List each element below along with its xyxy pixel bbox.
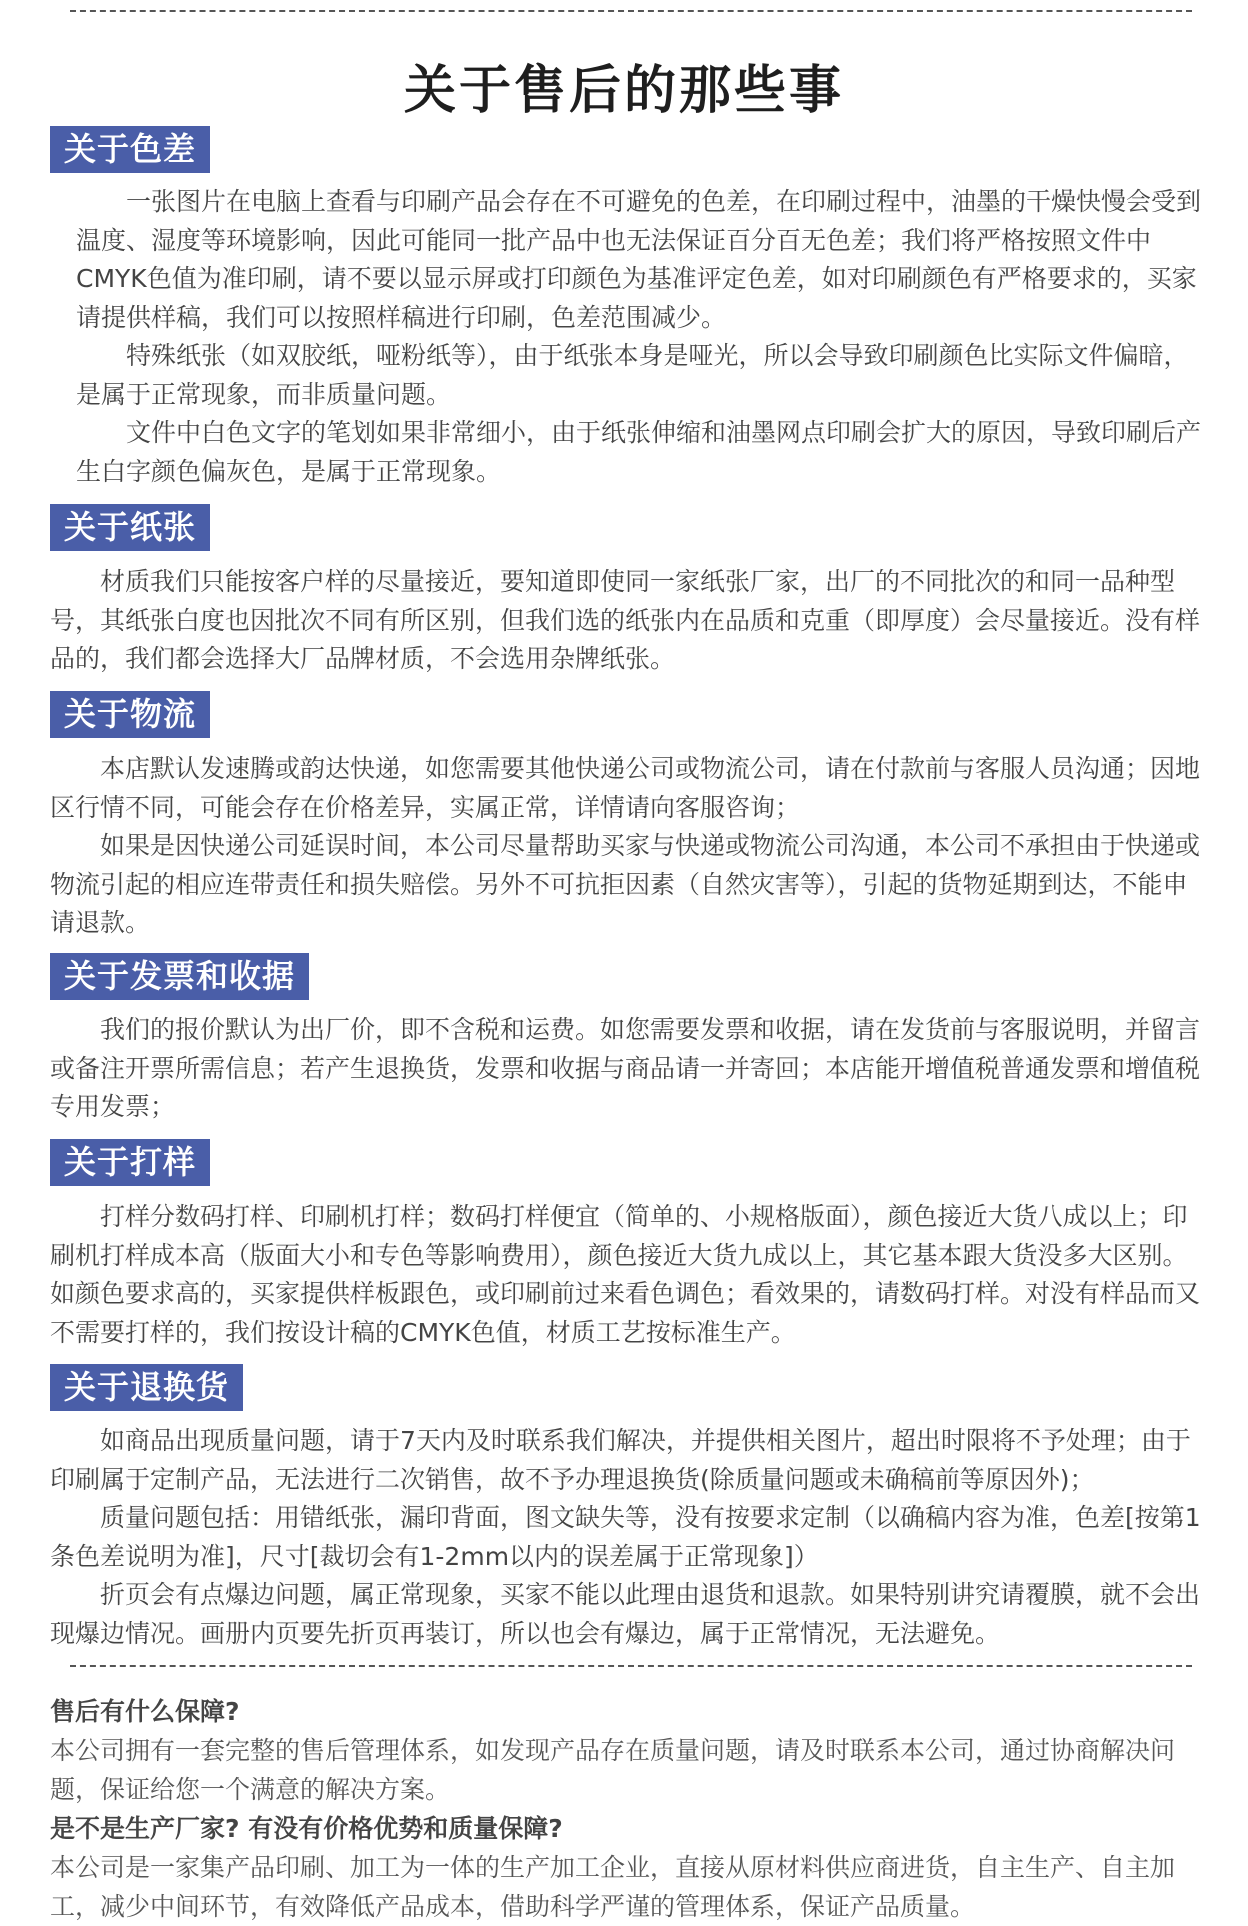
- section-heading-paper: 关于纸张: [50, 504, 210, 551]
- section-body-proofing: [50, 1198, 1212, 1352]
- section-heading-proofing: 关于打样: [50, 1139, 210, 1186]
- section-heading-returns: 关于退换货: [50, 1364, 243, 1411]
- section-body-logistics: [50, 750, 1212, 943]
- paragraph: 我们的报价默认为出厂价，即不含税和运费。如您需要发票和收据，请在发货前与客服说明，并留言或备注开票所需信息；若产生退换货，发票和收据与商品请一并寄回；本店能开增值税普通发票和增值税专用发票；: [50, 1015, 1201, 1121]
- paragraph: 折页会有点爆边问题，属正常现象，买家不能以此理由退货和退款。如果特别讲究请覆膜，就不会出现爆边情况。画册内页要先折页再装订，所以也会有爆边，属于正常情况，无法避免。: [50, 1580, 1201, 1648]
- paragraph: 一张图片在电脑上查看与印刷产品会存在不可避免的色差，在印刷过程中，油墨的干燥快慢会受到温度、湿度等环境影响，因此可能同一批产品中也无法保证百分百无色差；我们将严格按照文件中CMYK色值为准印刷，请不要以显示屏或打印颜色为基准评定色差，如对印刷颜色有严格要求的，买家请提供样稿，我们可以按照样稿进行印刷，色差范围减少。: [76, 187, 1202, 332]
- top-dashed-divider: [70, 10, 1192, 12]
- faq-question: 售后有什么保障?: [50, 1697, 240, 1726]
- faq-answer: 本公司拥有一套完整的售后管理体系，如发现产品存在质量问题，请及时联系本公司，通过协商解决问题，保证给您一个满意的解决方案。: [50, 1736, 1176, 1804]
- faq-block: [50, 1692, 1212, 1926]
- paragraph: 文件中白色文字的笔划如果非常细小，由于纸张伸缩和油墨网点印刷会扩大的原因，导致印刷后产生白字颜色偏灰色，是属于正常现象。: [76, 418, 1202, 486]
- section-heading-logistics: 关于物流: [50, 691, 210, 738]
- paragraph: 特殊纸张（如双胶纸，哑粉纸等），由于纸张本身是哑光，所以会导致印刷颜色比实际文件偏暗，是属于正常现象，而非质量问题。: [76, 341, 1189, 409]
- section-body-invoice: [50, 1011, 1212, 1127]
- paragraph: 如果是因快递公司延误时间，本公司尽量帮助买家与快递或物流公司沟通，本公司不承担由于快递或物流引起的相应连带责任和损失赔偿。另外不可抗拒因素（自然灾害等），引起的货物延期到达，不能申请退款。: [50, 831, 1201, 937]
- section-heading-invoice: 关于发票和收据: [50, 953, 309, 1000]
- section-heading-color-difference: 关于色差: [50, 126, 210, 173]
- paragraph: 本店默认发速腾或韵达快递，如您需要其他快递公司或物流公司，请在付款前与客服人员沟通；因地区行情不同，可能会存在价格差异，实属正常，详情请向客服咨询；: [50, 754, 1201, 822]
- section-body-color-difference: [76, 183, 1212, 491]
- paragraph: 质量问题包括：用错纸张，漏印背面，图文缺失等，没有按要求定制（以确稿内容为准，色差[按第1条色差说明为准]，尺寸[裁切会有1-2mm以内的误差属于正常现象]）: [50, 1503, 1201, 1571]
- paragraph: 打样分数码打样、印刷机打样；数码打样便宜（简单的、小规格版面），颜色接近大货八成以上；印刷机打样成本高（版面大小和专色等影响费用），颜色接近大货九成以上，其它基本跟大货没多大区别。如颜色要求高的，买家提供样板跟色，或印刷前过来看色调色；看效果的，请数码打样。对没有样品而又不需要打样的，我们按设计稿的CMYK色值，材质工艺按标准生产。: [50, 1202, 1201, 1347]
- page-title: 关于售后的那些事: [403, 61, 844, 121]
- paragraph: 材质我们只能按客户样的尽量接近，要知道即使同一家纸张厂家，出厂的不同批次的和同一品种型号，其纸张白度也因批次不同有所区别，但我们选的纸张内在品质和克重（即厚度）会尽量接近。没有样品的，我们都会选择大厂品牌材质，不会选用杂牌纸张。: [50, 567, 1201, 673]
- middle-dashed-divider: [70, 1665, 1192, 1667]
- paragraph: 如商品出现质量问题，请于7天内及时联系我们解决，并提供相关图片，超出时限将不予处理；由于印刷属于定制产品，无法进行二次销售，故不予办理退换货(除质量问题或未确稿前等原因外)；: [50, 1426, 1191, 1494]
- section-body-paper: [50, 563, 1212, 679]
- faq-question: 是不是生产厂家? 有没有价格优势和质量保障?: [50, 1814, 563, 1843]
- faq-answer: 本公司是一家集产品印刷、加工为一体的生产加工企业，直接从原材料供应商进货，自主生产、自主加工，减少中间环节，有效降低产品成本，借助科学严谨的管理体系，保证产品质量。: [50, 1853, 1176, 1921]
- section-body-returns: [50, 1422, 1212, 1653]
